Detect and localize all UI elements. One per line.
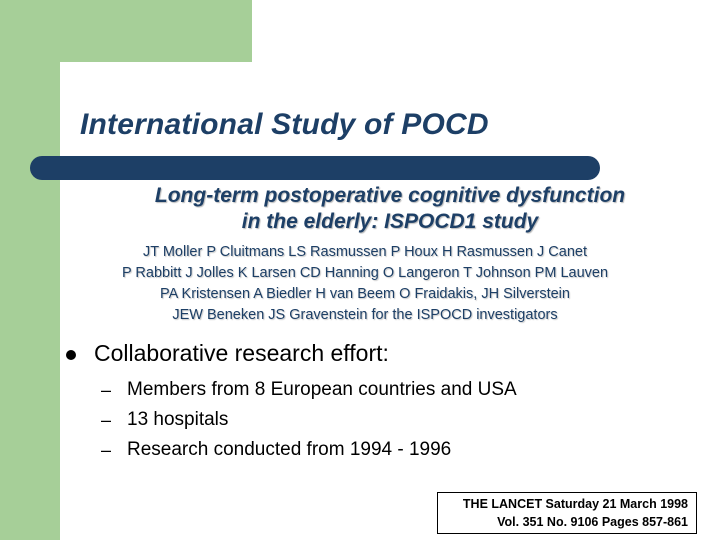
sub-bullet-item	[101, 375, 517, 405]
dash-marker: –	[101, 379, 112, 400]
author-line: JEW Beneken JS Gravenstein for the ISPOCD investigators	[172, 307, 558, 323]
dash-marker: –	[101, 439, 112, 460]
main-bullet-text: Collaborative research effort:	[94, 340, 389, 366]
author-list	[30, 242, 700, 326]
author-line: PA Kristensen A Biedler H van Beem O Fraidakis, JH Silverstein	[160, 286, 570, 302]
sub-bullet-text: Research conducted from 1994 - 1996	[127, 439, 452, 460]
bullet-dot-icon	[66, 350, 76, 360]
author-line: P Rabbitt J Jolles K Larsen CD Hanning O Langeron T Johnson PM Lauven	[121, 265, 609, 281]
slide-title: International Study of POCD	[80, 108, 489, 141]
dash-marker: –	[101, 409, 112, 430]
citation-line: Vol. 351 No. 9106 Pages 857-861	[497, 515, 688, 529]
author-line: JT Moller P Cluitmans LS Rasmussen P Houx H Rasmussen J Canet	[142, 244, 588, 260]
main-bullet	[66, 340, 389, 367]
sub-bullet-list	[101, 375, 517, 465]
slide-subtitle	[60, 183, 720, 235]
title-underline-bar	[30, 156, 600, 180]
sub-bullet-item	[101, 435, 517, 465]
subtitle-line: Long-term postoperative cognitive dysfunction	[154, 184, 626, 207]
sub-bullet-text: 13 hospitals	[127, 409, 229, 430]
subtitle-line: in the elderly: ISPOCD1 study	[241, 210, 539, 233]
sub-bullet-text: Members from 8 European countries and USA	[127, 379, 517, 400]
sub-bullet-item	[101, 405, 517, 435]
citation-box	[437, 492, 697, 534]
citation-line: THE LANCET Saturday 21 March 1998	[462, 497, 688, 511]
